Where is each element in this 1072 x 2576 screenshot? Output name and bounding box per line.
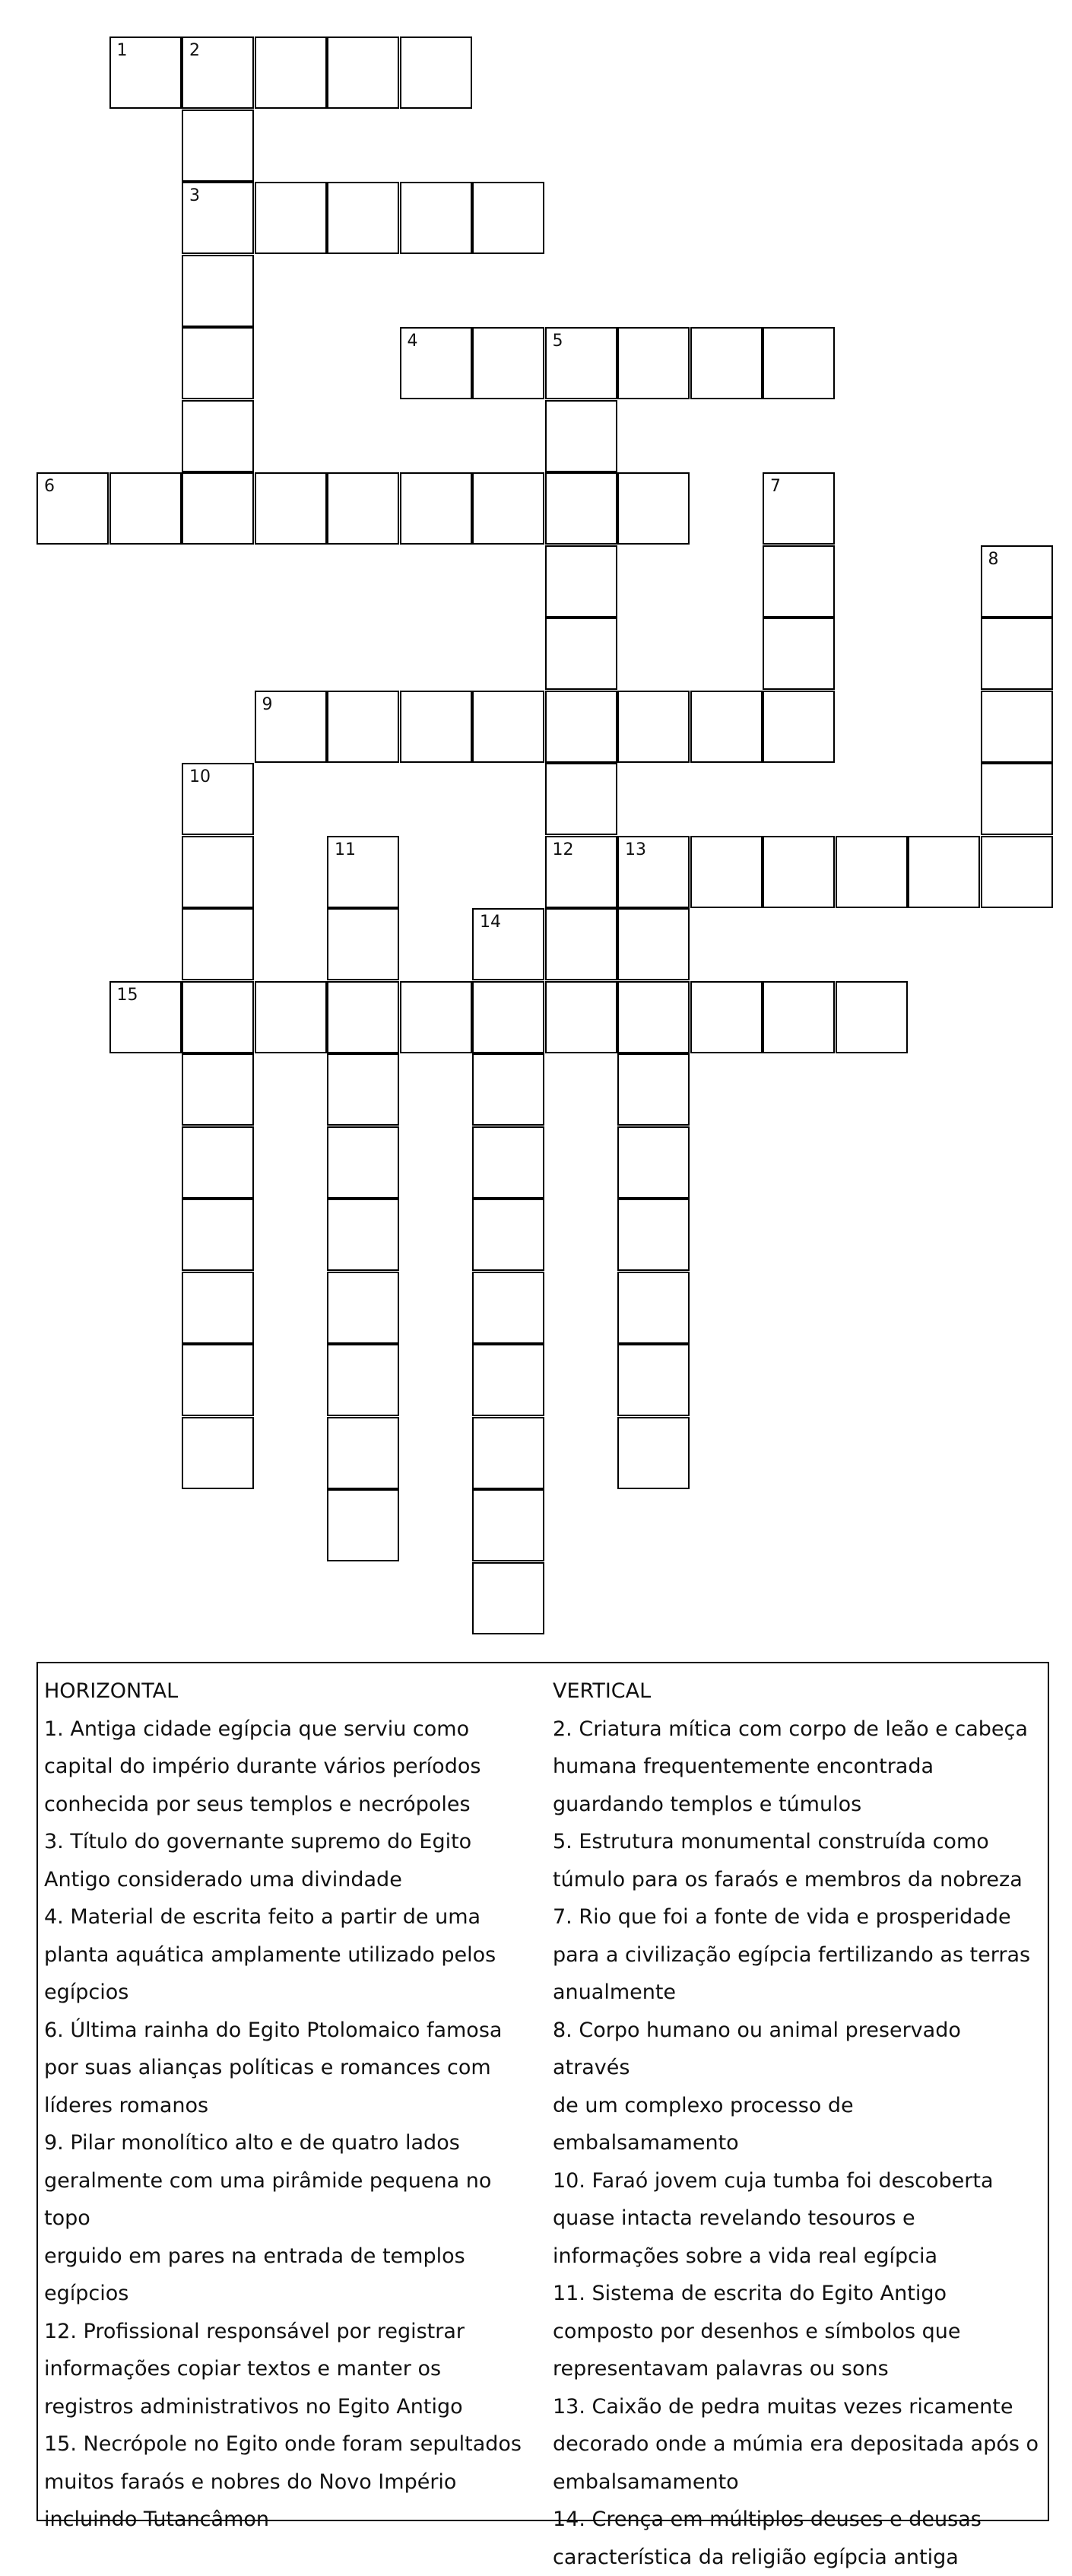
crossword-cell[interactable] bbox=[617, 691, 690, 763]
crossword-cell[interactable] bbox=[327, 1272, 399, 1344]
crossword-cell[interactable] bbox=[472, 327, 544, 399]
crossword-cell[interactable] bbox=[472, 1417, 544, 1489]
crossword-cell[interactable] bbox=[981, 836, 1053, 908]
clue-heading: HORIZONTAL bbox=[44, 1672, 531, 1710]
crossword-cell[interactable] bbox=[617, 836, 690, 908]
crossword-cell[interactable] bbox=[545, 836, 617, 908]
clue-number: 7 bbox=[770, 477, 781, 497]
crossword-cell[interactable] bbox=[182, 763, 254, 835]
crossword-cell[interactable] bbox=[617, 1199, 690, 1271]
crossword-cell[interactable] bbox=[109, 472, 182, 545]
clue-line: conhecida por seus templos e necrópoles bbox=[44, 1786, 531, 1824]
clue-line: líderes romanos bbox=[44, 2087, 531, 2125]
crossword-cell[interactable] bbox=[327, 691, 399, 763]
crossword-cell[interactable] bbox=[690, 327, 763, 399]
clue-line: 2. Criatura mítica com corpo de leão e cabeça bbox=[553, 1710, 1043, 1749]
clue-line: túmulo para os faraós e membros da nobreza bbox=[553, 1861, 1043, 1899]
clue-line: informações sobre a vida real egípcia bbox=[553, 2238, 1043, 2276]
crossword-cell[interactable] bbox=[472, 472, 544, 545]
crossword-cell[interactable] bbox=[472, 981, 544, 1053]
clue-line: decorado onde a múmia era depositada após o bbox=[553, 2425, 1043, 2463]
crossword-cell[interactable] bbox=[182, 472, 254, 545]
crossword-cell[interactable] bbox=[472, 1489, 544, 1561]
clue-number: 4 bbox=[408, 332, 418, 351]
crossword-cell[interactable] bbox=[472, 1562, 544, 1634]
crossword-cell[interactable] bbox=[545, 400, 617, 472]
vertical-clues bbox=[553, 1672, 1043, 2576]
clue-line: planta aquática amplamente utilizado pelos bbox=[44, 1936, 531, 1974]
crossword-cell[interactable] bbox=[327, 1053, 399, 1126]
crossword-cell[interactable] bbox=[327, 472, 399, 545]
clue-line: por suas alianças políticas e romances com bbox=[44, 2049, 531, 2087]
clue-line: 8. Corpo humano ou animal preservado através bbox=[553, 2012, 1043, 2087]
clue-line: de um complexo processo de embalsamamento bbox=[553, 2087, 1043, 2162]
clue-number: 8 bbox=[988, 550, 999, 570]
crossword-cell[interactable] bbox=[327, 1126, 399, 1199]
crossword-cell[interactable] bbox=[472, 1199, 544, 1271]
crossword-cell[interactable] bbox=[981, 618, 1053, 690]
crossword-cell[interactable] bbox=[472, 182, 544, 254]
crossword-cell[interactable] bbox=[763, 836, 835, 908]
clue-line: egípcios bbox=[44, 1974, 531, 2012]
crossword-cell[interactable] bbox=[617, 1344, 690, 1416]
crossword-cell[interactable] bbox=[617, 908, 690, 980]
crossword-cell[interactable] bbox=[182, 1126, 254, 1199]
clue-line: 3. Título do governante supremo do Egito bbox=[44, 1823, 531, 1861]
crossword-cell[interactable] bbox=[255, 981, 327, 1053]
clue-line: embalsamamento bbox=[553, 2463, 1043, 2501]
crossword-cell[interactable] bbox=[690, 691, 763, 763]
crossword-cell[interactable] bbox=[545, 908, 617, 980]
crossword-cell[interactable] bbox=[908, 836, 980, 908]
crossword-cell[interactable] bbox=[617, 472, 690, 545]
crossword-cell[interactable] bbox=[182, 255, 254, 327]
crossword-cell[interactable] bbox=[545, 545, 617, 618]
clue-line: muitos faraós e nobres do Novo Império bbox=[44, 2463, 531, 2501]
clue-number: 1 bbox=[117, 41, 128, 61]
crossword-cell[interactable] bbox=[836, 836, 908, 908]
crossword-cell[interactable] bbox=[472, 1272, 544, 1344]
crossword-cell[interactable] bbox=[109, 37, 182, 109]
crossword-cell[interactable] bbox=[472, 908, 544, 980]
clue-line: 12. Profissional responsável por registrar bbox=[44, 2313, 531, 2351]
clue-line: egípcios bbox=[44, 2275, 531, 2313]
clue-line: informações copiar textos e manter os bbox=[44, 2350, 531, 2388]
clue-line: composto por desenhos e símbolos que bbox=[553, 2313, 1043, 2351]
crossword-cell[interactable] bbox=[545, 981, 617, 1053]
crossword-cell[interactable] bbox=[981, 691, 1053, 763]
clue-heading: VERTICAL bbox=[553, 1672, 1043, 1710]
clue-line: 5. Estrutura monumental construída como bbox=[553, 1823, 1043, 1861]
horizontal-clues bbox=[44, 1672, 531, 2539]
crossword-cell[interactable] bbox=[400, 472, 472, 545]
crossword-cell[interactable] bbox=[327, 981, 399, 1053]
clue-line: 10. Faraó jovem cuja tumba foi descoberta bbox=[553, 2162, 1043, 2200]
crossword-cell[interactable] bbox=[327, 1417, 399, 1489]
crossword-cell[interactable] bbox=[545, 472, 617, 545]
crossword-cell[interactable] bbox=[255, 37, 327, 109]
crossword-cell[interactable] bbox=[617, 1272, 690, 1344]
crossword-cell[interactable] bbox=[327, 836, 399, 908]
crossword-cell[interactable] bbox=[763, 981, 835, 1053]
clue-line: 6. Última rainha do Egito Ptolomaico famosa bbox=[44, 2012, 531, 2050]
crossword-cell[interactable] bbox=[182, 1344, 254, 1416]
clue-line: para a civilização egípcia fertilizando as terras bbox=[553, 1936, 1043, 1974]
crossword-cell[interactable] bbox=[763, 472, 835, 545]
crossword-cell[interactable] bbox=[690, 981, 763, 1053]
crossword-cell[interactable] bbox=[400, 981, 472, 1053]
crossword-cell[interactable] bbox=[400, 182, 472, 254]
crossword-cell[interactable] bbox=[182, 1272, 254, 1344]
crossword-cell[interactable] bbox=[255, 472, 327, 545]
clue-line: representavam palavras ou sons bbox=[553, 2350, 1043, 2388]
clue-line: Antigo considerado uma divindade bbox=[44, 1861, 531, 1899]
clue-number: 15 bbox=[117, 986, 138, 1005]
clue-line: 15. Necrópole no Egito onde foram sepultados bbox=[44, 2425, 531, 2463]
crossword-cell[interactable] bbox=[400, 327, 472, 399]
crossword-cell[interactable] bbox=[472, 1053, 544, 1126]
crossword-cell[interactable] bbox=[472, 691, 544, 763]
crossword-cell[interactable] bbox=[182, 908, 254, 980]
crossword-cell[interactable] bbox=[763, 618, 835, 690]
clue-number: 9 bbox=[262, 695, 273, 715]
clue-line: guardando templos e túmulos bbox=[553, 1786, 1043, 1824]
clue-line: 7. Rio que foi a fonte de vida e prosperidade bbox=[553, 1898, 1043, 1936]
crossword-cell[interactable] bbox=[400, 37, 472, 109]
crossword-cell[interactable] bbox=[255, 182, 327, 254]
crossword-cell[interactable] bbox=[109, 981, 182, 1053]
clue-line: capital do império durante vários períodos bbox=[44, 1748, 531, 1786]
crossword-cell[interactable] bbox=[763, 545, 835, 618]
crossword-cell[interactable] bbox=[400, 691, 472, 763]
crossword-cell[interactable] bbox=[472, 1344, 544, 1416]
crossword-cell[interactable] bbox=[981, 545, 1053, 618]
crossword-cell[interactable] bbox=[836, 981, 908, 1053]
clue-line: erguido em pares na entrada de templos bbox=[44, 2238, 531, 2276]
clue-number: 10 bbox=[189, 767, 211, 787]
clue-line: 13. Caixão de pedra muitas vezes ricamente bbox=[553, 2388, 1043, 2426]
crossword-cell[interactable] bbox=[36, 472, 109, 545]
clue-number: 3 bbox=[189, 186, 200, 206]
crossword-cell[interactable] bbox=[763, 691, 835, 763]
crossword-cell[interactable] bbox=[617, 1417, 690, 1489]
clue-number: 5 bbox=[553, 332, 563, 351]
crossword-cell[interactable] bbox=[182, 37, 254, 109]
clue-number: 2 bbox=[189, 41, 200, 61]
crossword-cell[interactable] bbox=[327, 908, 399, 980]
crossword-cell[interactable] bbox=[182, 327, 254, 399]
clue-line: 9. Pilar monolítico alto e de quatro lados bbox=[44, 2124, 531, 2162]
crossword-cell[interactable] bbox=[182, 836, 254, 908]
crossword-cell[interactable] bbox=[472, 1126, 544, 1199]
crossword-cell[interactable] bbox=[327, 1199, 399, 1271]
crossword-cell[interactable] bbox=[545, 327, 617, 399]
crossword-cell[interactable] bbox=[182, 400, 254, 472]
clue-line: 4. Material de escrita feito a partir de uma bbox=[44, 1898, 531, 1936]
clue-number: 14 bbox=[480, 913, 501, 932]
clue-line: 11. Sistema de escrita do Egito Antigo bbox=[553, 2275, 1043, 2313]
crossword-cell[interactable] bbox=[981, 763, 1053, 835]
clue-line: humana frequentemente encontrada bbox=[553, 1748, 1043, 1786]
crossword-cell[interactable] bbox=[545, 618, 617, 690]
crossword-cell[interactable] bbox=[763, 327, 835, 399]
crossword-cell[interactable] bbox=[327, 182, 399, 254]
crossword-cell[interactable] bbox=[182, 1053, 254, 1126]
crossword-cell[interactable] bbox=[617, 981, 690, 1053]
crossword-cell[interactable] bbox=[617, 1053, 690, 1126]
crossword-cell[interactable] bbox=[617, 1126, 690, 1199]
crossword-cell[interactable] bbox=[182, 1199, 254, 1271]
clue-line: característica da religião egípcia antiga bbox=[553, 2539, 1043, 2576]
clues-box bbox=[36, 1662, 1049, 2521]
crossword-cell[interactable] bbox=[182, 981, 254, 1053]
crossword-cell[interactable] bbox=[690, 836, 763, 908]
clue-line: 1. Antiga cidade egípcia que serviu como bbox=[44, 1710, 531, 1749]
crossword-cell[interactable] bbox=[327, 1489, 399, 1561]
crossword-cell[interactable] bbox=[182, 110, 254, 182]
clue-number: 12 bbox=[553, 840, 574, 860]
clue-line: 14. Crença em múltiplos deuses e deusas bbox=[553, 2501, 1043, 2539]
crossword-cell[interactable] bbox=[327, 37, 399, 109]
clue-line: incluindo Tutancâmon bbox=[44, 2501, 531, 2539]
crossword-cell[interactable] bbox=[545, 763, 617, 835]
clue-line: registros administrativos no Egito Antigo bbox=[44, 2388, 531, 2426]
crossword-cell[interactable] bbox=[617, 327, 690, 399]
crossword-cell[interactable] bbox=[182, 182, 254, 254]
clue-number: 11 bbox=[335, 840, 356, 860]
crossword-cell[interactable] bbox=[255, 691, 327, 763]
crossword-cell[interactable] bbox=[327, 1344, 399, 1416]
clue-line: quase intacta revelando tesouros e bbox=[553, 2200, 1043, 2238]
clue-number: 6 bbox=[44, 477, 55, 497]
clue-line: anualmente bbox=[553, 1974, 1043, 2012]
crossword-cell[interactable] bbox=[545, 691, 617, 763]
crossword-cell[interactable] bbox=[182, 1417, 254, 1489]
clue-line: geralmente com uma pirâmide pequena no topo bbox=[44, 2162, 531, 2238]
clue-number: 13 bbox=[625, 840, 646, 860]
